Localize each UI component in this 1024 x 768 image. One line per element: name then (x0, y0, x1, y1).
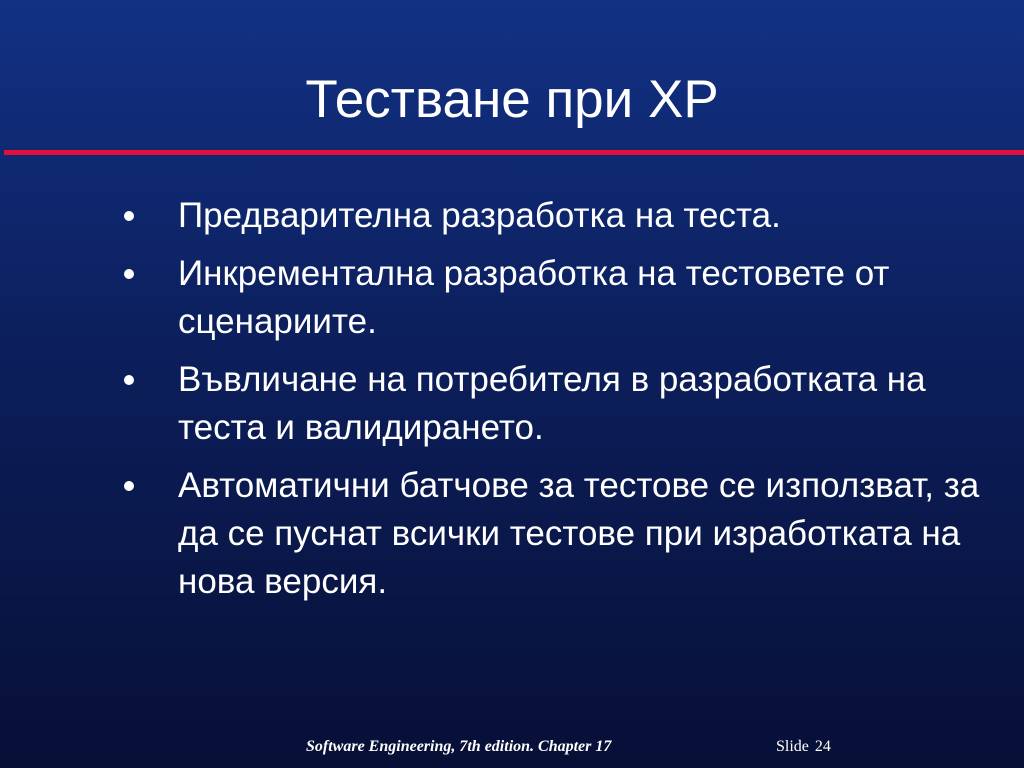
bullet-item (116, 356, 996, 452)
slide-number (776, 738, 831, 756)
bullet-text: Автоматични батчове за тестове се използват, за да се пуснат всички тестове при изработката на нова версия. (178, 466, 980, 601)
bullet-dot-icon (124, 375, 134, 385)
slide-number-value: 24 (814, 738, 831, 755)
bullet-list (116, 192, 996, 616)
bullet-dot-icon (124, 481, 134, 491)
bullet-item (116, 250, 996, 346)
bullet-text: Инкрементална разработка на тестовете от сценариите. (178, 254, 890, 341)
bullet-item (116, 192, 996, 240)
slide-title: Тестване при XP (305, 70, 719, 129)
bullet-text: Въвличане на потребителя в разработката на теста и валидирането. (178, 360, 926, 447)
slide-label: Slide (776, 738, 809, 755)
footer-text: Software Engineering, 7th edition. Chapter 17 (306, 738, 612, 755)
bullet-dot-icon (124, 211, 134, 221)
bullet-text: Предварителна разработка на теста. (178, 196, 781, 235)
bullet-dot-icon (124, 269, 134, 279)
bullet-item (116, 462, 996, 606)
title-divider (4, 150, 1024, 155)
